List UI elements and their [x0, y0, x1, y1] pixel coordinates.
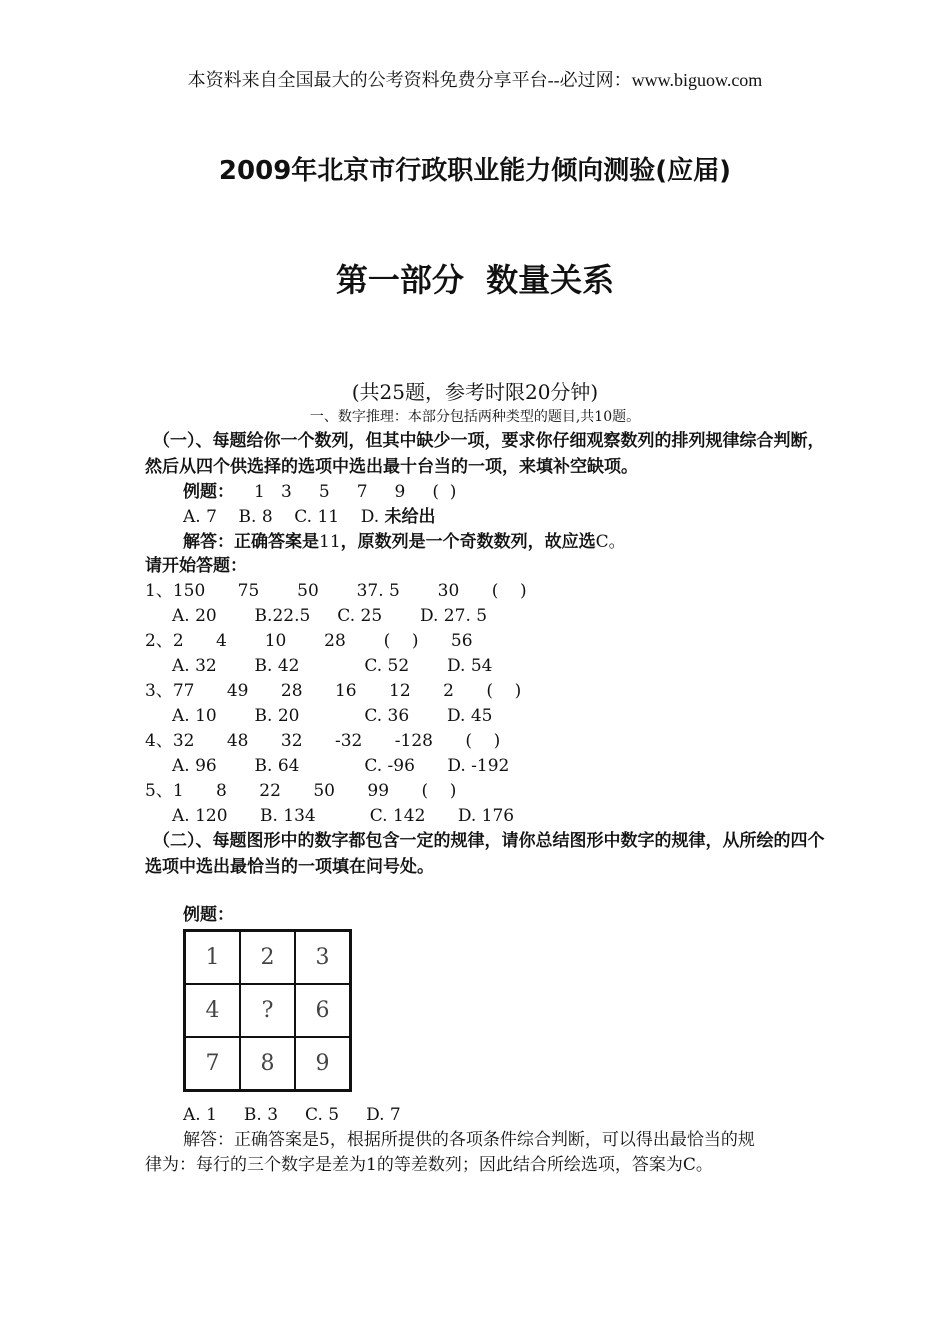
- part2-answer-line2: 律为：每行的三个数字是差为1的等差数列；因此结合所绘选项，答案为C。: [145, 1155, 713, 1175]
- question-3-options: A. 10 B. 20 C. 36 D. 45: [172, 706, 493, 726]
- part2-example-label: 例题：: [183, 905, 234, 925]
- section-intro: 一、数字推理：本部分包括两种类型的题目,共10题。: [309, 409, 641, 425]
- example-option-d: 未给出: [384, 507, 436, 527]
- answer-value: 11: [319, 532, 341, 552]
- part-title: 第一部分 数量关系: [335, 261, 615, 299]
- grid-row: [185, 984, 351, 1037]
- grid-cell: 2: [240, 931, 295, 985]
- example-options-text: A. 7 B. 8 C. 11 D.: [183, 507, 385, 527]
- example-row: [183, 480, 456, 505]
- grid-cell-question: ?: [240, 984, 295, 1037]
- answer-rest: ，原数列是一个奇数数列，故应选: [340, 532, 596, 552]
- example-options: [183, 505, 436, 530]
- part2-answer-line1: 解答：正确答案是5，根据所提供的各项条件综合判断，可以得出最恰当的规: [183, 1130, 755, 1150]
- grid-row: [185, 931, 351, 985]
- example-sequence: 1 3 5 7 9 ( ): [254, 482, 457, 502]
- question-3: 3、77 49 28 16 12 2 ( ): [145, 681, 522, 701]
- grid-cell: 8: [240, 1037, 295, 1091]
- part2-instruction: （二）、每题图形中的数字都包含一定的规律，请你总结图形中数字的规律，从所绘的四个选项中选出最恰当的一项填在问号处。: [145, 831, 825, 877]
- number-grid: [183, 929, 352, 1092]
- question-4: 4、32 48 32 -32 -128 ( ): [145, 731, 501, 751]
- part1-instruction: （一）、每题给你一个数列，但其中缺少一项，要求你仔细观察数列的排列规律综合判断，然后从四个供选择的选项中选出最十台当的一项，来填补空缺项。: [145, 431, 825, 477]
- part2-options: A. 1 B. 3 C. 5 D. 7: [183, 1105, 401, 1125]
- answer-choice: C。: [595, 532, 626, 552]
- page-header: 本资料来自全国最大的公考资料免费分享平台--必过网：www.biguow.com: [187, 70, 763, 90]
- grid-cell: 1: [185, 931, 241, 985]
- grid-cell: 9: [295, 1037, 351, 1091]
- subtitle: (共25题，参考时限20分钟): [351, 380, 599, 404]
- question-2: 2、2 4 10 28 ( ) 56: [145, 631, 473, 651]
- grid-row: [185, 1037, 351, 1091]
- question-2-options: A. 32 B. 42 C. 52 D. 54: [172, 656, 493, 676]
- start-label: 请开始答题：: [145, 556, 247, 576]
- question-5-options: A. 120 B. 134 C. 142 D. 176: [172, 806, 515, 826]
- question-4-options: A. 96 B. 64 C. -96 D. -192: [172, 756, 510, 776]
- grid-cell: 7: [185, 1037, 241, 1091]
- question-1-options: A. 20 B.22.5 C. 25 D. 27. 5: [172, 606, 488, 626]
- question-1: 1、150 75 50 37. 5 30 ( ): [145, 581, 527, 601]
- example-label: 例题：: [183, 482, 234, 502]
- grid-cell: 4: [185, 984, 241, 1037]
- answer-label: 解答：正确答案是: [183, 532, 319, 552]
- document-title: 2009年北京市行政职业能力倾向测验(应届): [218, 156, 732, 186]
- question-5: 5、1 8 22 50 99 ( ): [145, 781, 457, 801]
- grid-cell: 3: [295, 931, 351, 985]
- grid-cell: 6: [295, 984, 351, 1037]
- example-answer: [183, 530, 626, 555]
